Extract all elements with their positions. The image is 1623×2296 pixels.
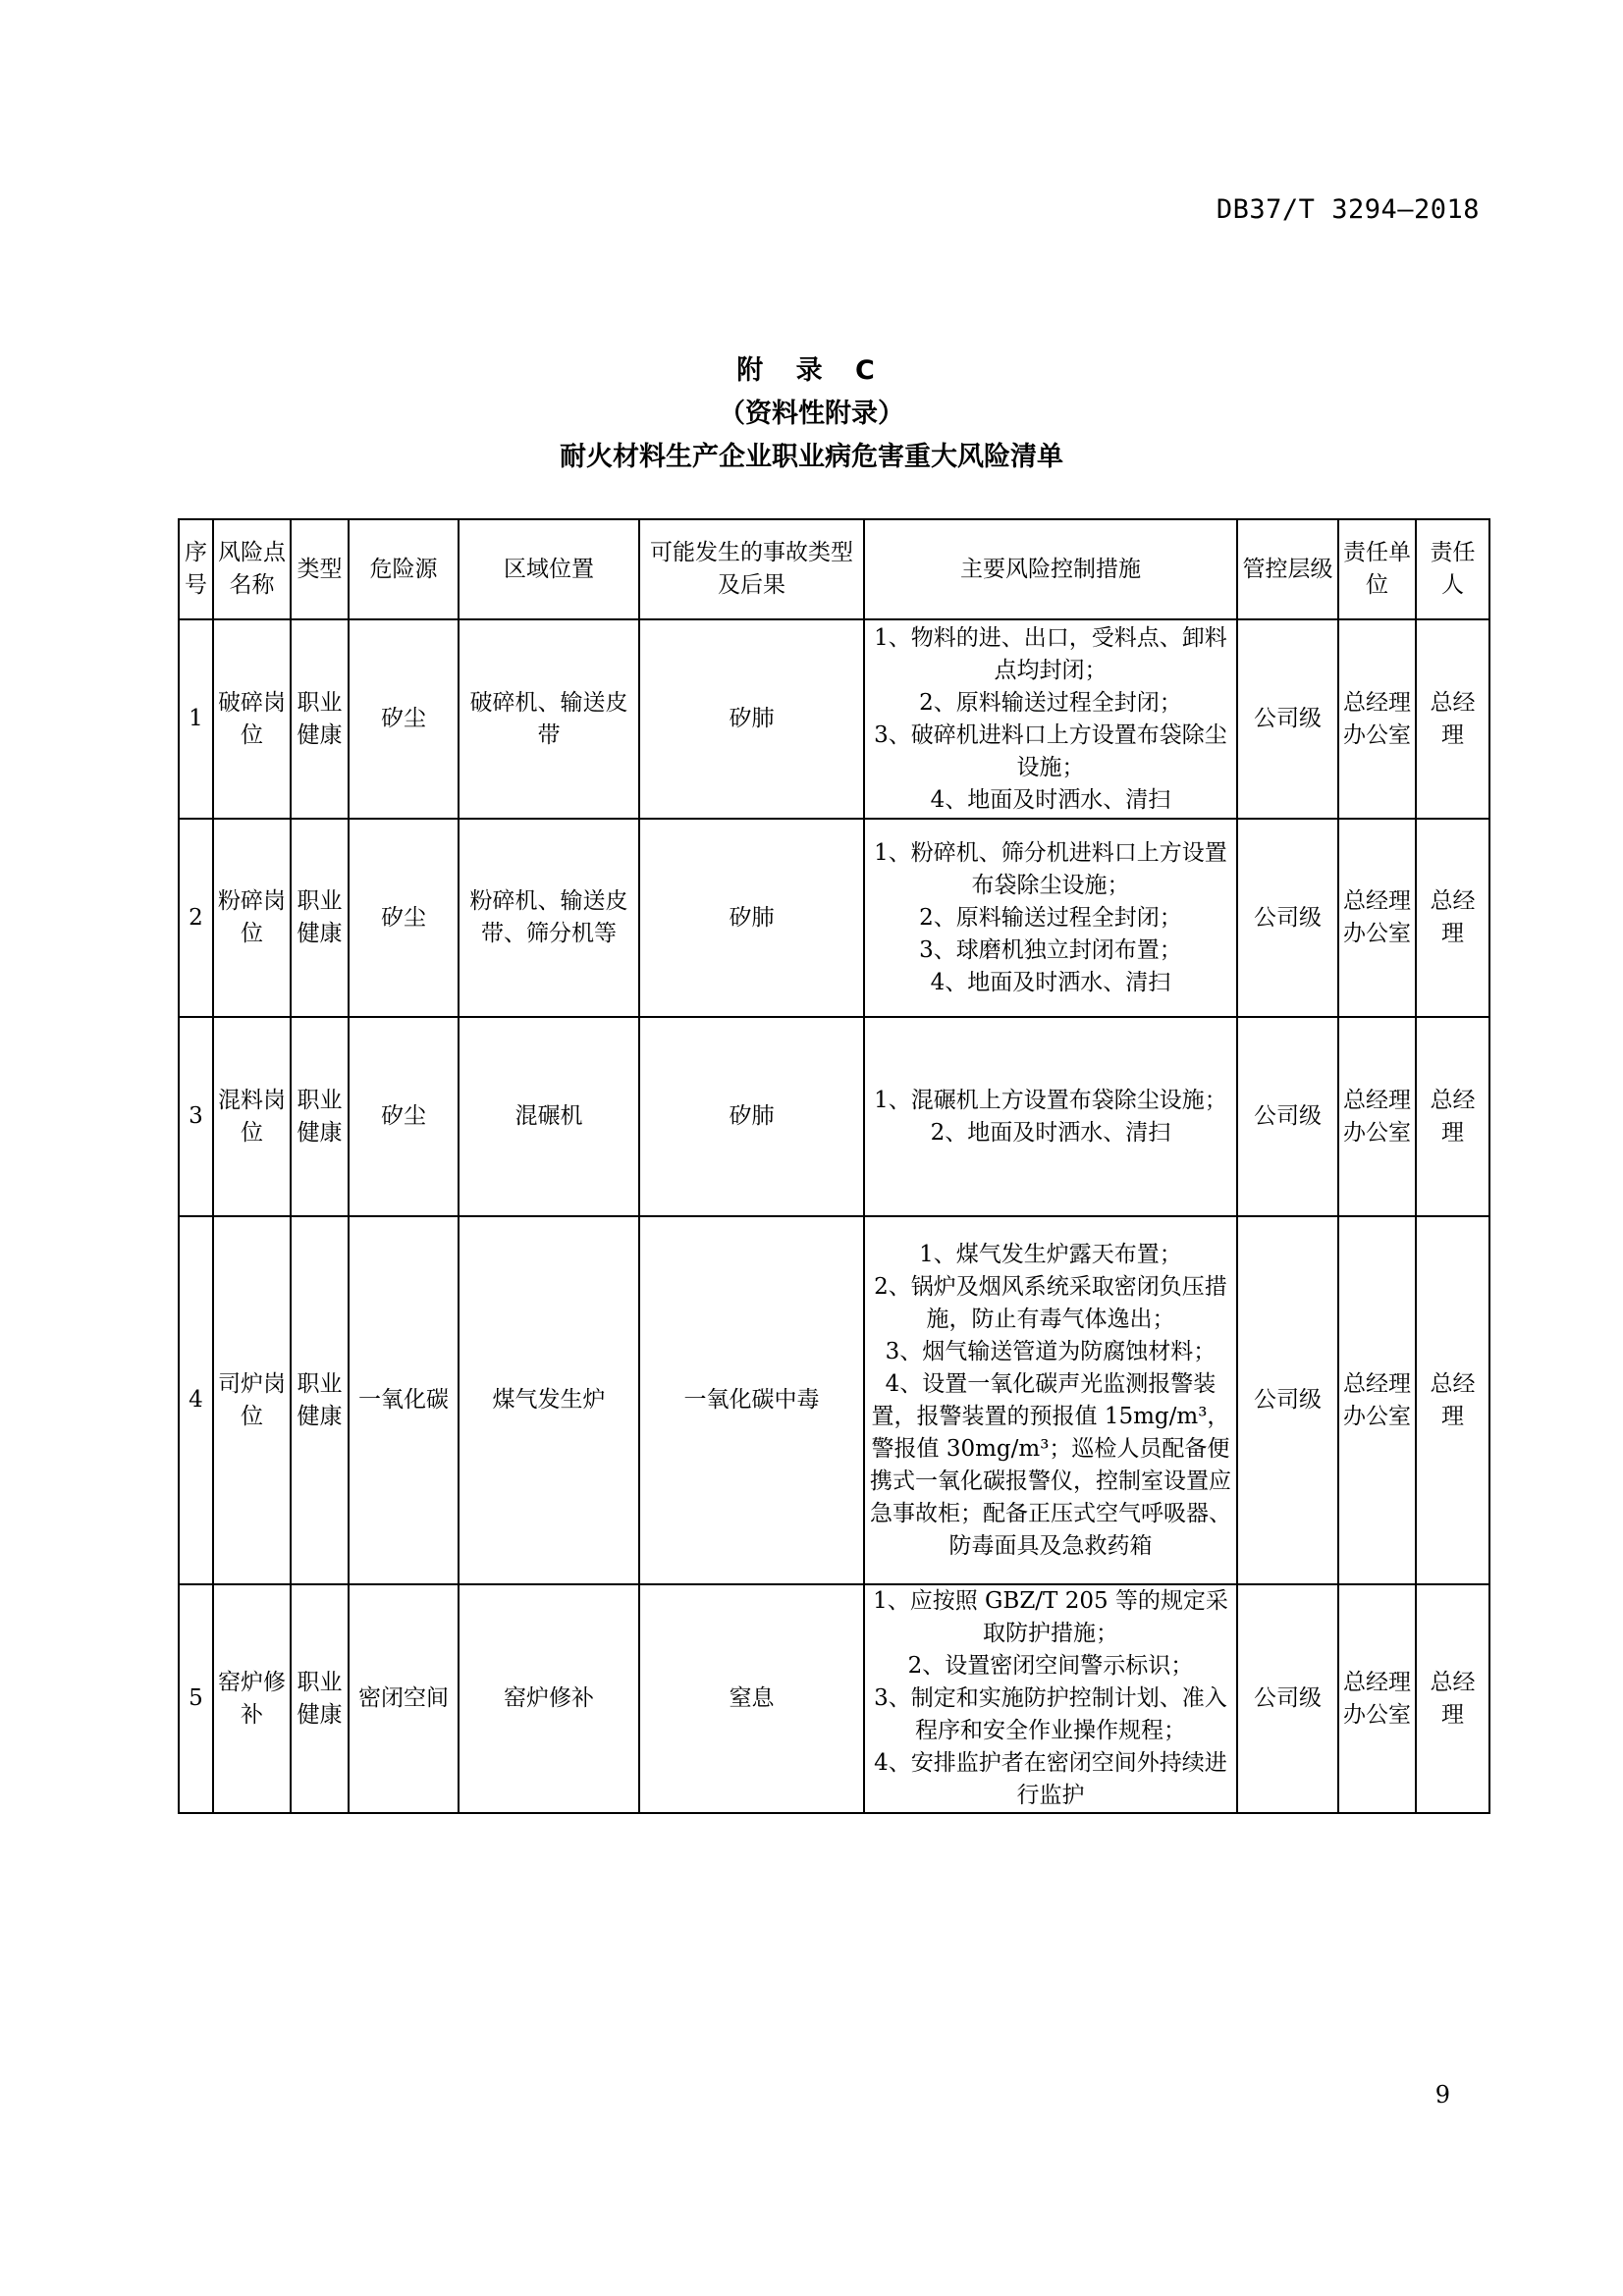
- cell-area: 煤气发生炉: [459, 1216, 639, 1584]
- cell-hazard: 矽尘: [349, 619, 459, 819]
- cell-hazard: 矽尘: [349, 819, 459, 1017]
- appendix-type: （资料性附录）: [719, 399, 904, 429]
- cell-no: 3: [179, 1017, 213, 1216]
- cell-consequence: 矽肺: [639, 819, 864, 1017]
- header-consequence: 可能发生的事故类型及后果: [639, 519, 864, 619]
- cell-measures: [864, 1216, 1237, 1584]
- cell-no: 2: [179, 819, 213, 1017]
- cell-area: 粉碎机、输送皮带、筛分机等: [459, 819, 639, 1017]
- table-row: [179, 1017, 1489, 1216]
- header-no: 序号: [179, 519, 213, 619]
- table-row: [179, 819, 1489, 1017]
- cell-no: 4: [179, 1216, 213, 1584]
- measure-item: 2、地面及时洒水、清扫: [930, 1119, 1171, 1146]
- measure-item: 1、物料的进、出口，受料点、卸料点均封闭；: [874, 624, 1227, 683]
- cell-consequence: 矽肺: [639, 1017, 864, 1216]
- standard-code: DB37/T 3294—2018: [1216, 194, 1480, 225]
- cell-type: 职业健康: [291, 1584, 349, 1813]
- cell-area: 窑炉修补: [459, 1584, 639, 1813]
- cell-risk-point: 窑炉修补: [213, 1584, 291, 1813]
- cell-measures: [864, 1584, 1237, 1813]
- cell-risk-point: 粉碎岗位: [213, 819, 291, 1017]
- cell-control-level: 公司级: [1237, 1216, 1338, 1584]
- cell-risk-point: 司炉岗位: [213, 1216, 291, 1584]
- cell-hazard: 一氧化碳: [349, 1216, 459, 1584]
- cell-responsible-person: 总经理: [1416, 619, 1489, 819]
- document-title: 耐火材料生产企业职业病危害重大风险清单: [560, 442, 1063, 472]
- cell-responsible-unit: 总经理办公室: [1338, 1017, 1416, 1216]
- title-block: [0, 349, 1623, 479]
- cell-control-level: 公司级: [1237, 619, 1338, 819]
- measure-item: 3、破碎机进料口上方设置布袋除尘设施；: [874, 721, 1227, 780]
- cell-responsible-unit: 总经理办公室: [1338, 1584, 1416, 1813]
- cell-responsible-person: 总经理: [1416, 1584, 1489, 1813]
- measure-item: 4、地面及时洒水、清扫: [930, 786, 1171, 813]
- table-row: [179, 1584, 1489, 1813]
- header-control-level: 管控层级: [1237, 519, 1338, 619]
- cell-hazard: 密闭空间: [349, 1584, 459, 1813]
- measure-item: 4、设置一氧化碳声光监测报警装置，报警装置的预报值 15mg/m³，警报值 30mg/m³；巡检人员配备便携式一氧化碳报警仪，控制室设置应急事故柜；配备正压式空气呼吸器、防毒面具及急救药箱: [870, 1370, 1231, 1559]
- cell-consequence: 矽肺: [639, 619, 864, 819]
- header-hazard: 危险源: [349, 519, 459, 619]
- measure-item: 3、球磨机独立封闭布置；: [919, 936, 1182, 963]
- cell-responsible-unit: 总经理办公室: [1338, 819, 1416, 1017]
- header-risk-point: 风险点名称: [213, 519, 291, 619]
- cell-no: 5: [179, 1584, 213, 1813]
- cell-responsible-unit: 总经理办公室: [1338, 1216, 1416, 1584]
- cell-consequence: 一氧化碳中毒: [639, 1216, 864, 1584]
- measure-item: 1、粉碎机、筛分机进料口上方设置布袋除尘设施；: [874, 839, 1227, 898]
- table-row: [179, 1216, 1489, 1584]
- cell-control-level: 公司级: [1237, 819, 1338, 1017]
- appendix-title: 附 录 C: [736, 355, 887, 386]
- cell-area: 破碎机、输送皮带: [459, 619, 639, 819]
- measure-item: 2、锅炉及烟风系统采取密闭负压措施，防止有毒气体逸出；: [874, 1273, 1227, 1332]
- header-measures: 主要风险控制措施: [864, 519, 1237, 619]
- measure-item: 1、煤气发生炉露天布置；: [919, 1241, 1182, 1267]
- cell-hazard: 矽尘: [349, 1017, 459, 1216]
- cell-responsible-person: 总经理: [1416, 1017, 1489, 1216]
- cell-no: 1: [179, 619, 213, 819]
- cell-type: 职业健康: [291, 1216, 349, 1584]
- cell-responsible-person: 总经理: [1416, 1216, 1489, 1584]
- measure-item: 1、混碾机上方设置布袋除尘设施；: [874, 1087, 1227, 1113]
- measure-item: 3、烟气输送管道为防腐蚀材料；: [885, 1338, 1217, 1364]
- cell-type: 职业健康: [291, 619, 349, 819]
- measure-item: 1、应按照 GBZ/T 205 等的规定采取防护措施；: [873, 1588, 1228, 1646]
- cell-responsible-unit: 总经理办公室: [1338, 619, 1416, 819]
- header-area: 区域位置: [459, 519, 639, 619]
- cell-risk-point: 破碎岗位: [213, 619, 291, 819]
- risk-table: [178, 518, 1490, 1814]
- cell-responsible-person: 总经理: [1416, 819, 1489, 1017]
- cell-control-level: 公司级: [1237, 1017, 1338, 1216]
- cell-measures: [864, 1017, 1237, 1216]
- header-type: 类型: [291, 519, 349, 619]
- cell-measures: [864, 619, 1237, 819]
- measure-item: 4、地面及时洒水、清扫: [930, 969, 1171, 995]
- cell-consequence: 窒息: [639, 1584, 864, 1813]
- cell-control-level: 公司级: [1237, 1584, 1338, 1813]
- page-number: 9: [1434, 2081, 1450, 2109]
- measure-item: 4、安排监护者在密闭空间外持续进行监护: [874, 1750, 1227, 1808]
- header-responsible-person: 责任人: [1416, 519, 1489, 619]
- cell-type: 职业健康: [291, 819, 349, 1017]
- measure-item: 3、制定和实施防护控制计划、准入程序和安全作业操作规程；: [874, 1685, 1227, 1743]
- table-row: [179, 619, 1489, 819]
- table-header-row: [179, 519, 1489, 619]
- header-responsible-unit: 责任单位: [1338, 519, 1416, 619]
- measure-item: 2、原料输送过程全封闭；: [919, 689, 1182, 716]
- cell-type: 职业健康: [291, 1017, 349, 1216]
- measure-item: 2、原料输送过程全封闭；: [919, 904, 1182, 931]
- cell-risk-point: 混料岗位: [213, 1017, 291, 1216]
- measure-item: 2、设置密闭空间警示标识；: [907, 1653, 1194, 1679]
- cell-measures: [864, 819, 1237, 1017]
- cell-area: 混碾机: [459, 1017, 639, 1216]
